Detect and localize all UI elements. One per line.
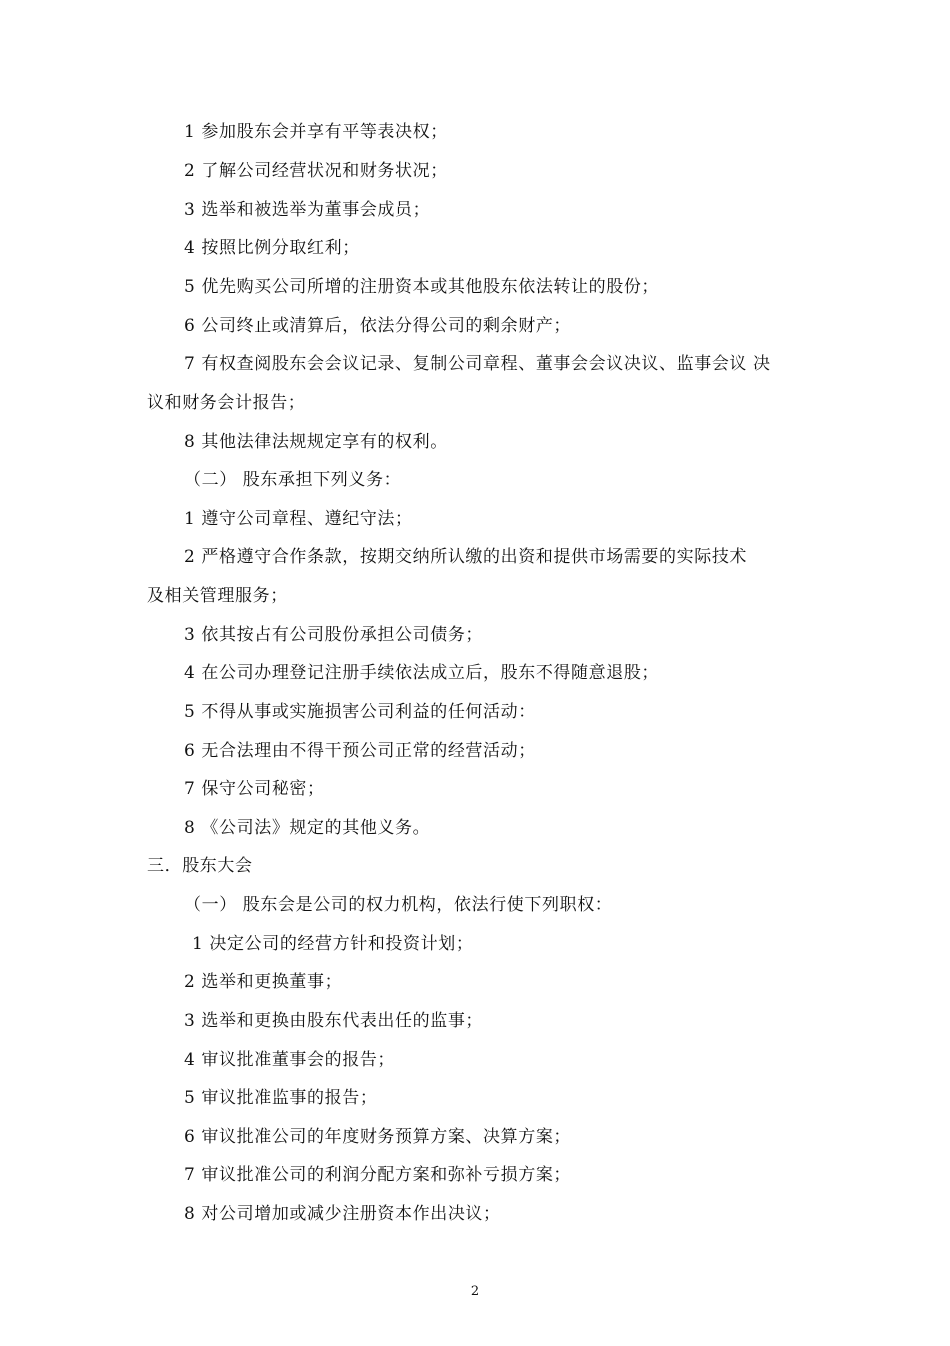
text-line: 6 公司终止或清算后，依法分得公司的剩余财产； [184, 316, 572, 336]
text-line: 1 决定公司的经营方针和投资计划； [192, 934, 474, 954]
text-line: 5 不得从事或实施损害公司利益的任何活动： [184, 702, 536, 722]
text-line: 7 审议批准公司的利润分配方案和弥补亏损方案； [184, 1165, 572, 1185]
text-line: 1 遵守公司章程、遵纪守法； [184, 509, 413, 529]
text-line: 2 了解公司经营状况和财务状况； [184, 161, 448, 181]
text-line: 4 审议批准董事会的报告； [184, 1050, 396, 1070]
text-line: 4 在公司办理登记注册手续依法成立后，股东不得随意退股； [184, 663, 660, 683]
text-line: 2 严格遵守合作条款，按期交纳所认缴的出资和提供市场需要的实际技术 [184, 547, 748, 567]
section-heading: 三．股东大会 [147, 856, 253, 876]
text-line: 3 选举和被选举为董事会成员； [184, 200, 431, 220]
text-line: 5 审议批准监事的报告； [184, 1088, 378, 1108]
text-line: 7 有权查阅股东会会议记录、复制公司章程、董事会会议决议、监事会议 决 [184, 354, 771, 374]
text-line: 6 审议批准公司的年度财务预算方案、决算方案； [184, 1127, 572, 1147]
text-line: 1 参加股东会并享有平等表决权； [184, 122, 448, 142]
subsection-heading: （二） 股东承担下列义务： [184, 470, 402, 490]
text-line: 6 无合法理由不得干预公司正常的经营活动； [184, 741, 536, 761]
text-line: 3 选举和更换由股东代表出任的监事； [184, 1011, 484, 1031]
text-line: 4 按照比例分取红利； [184, 238, 360, 258]
text-line: 8 其他法律法规规定享有的权利。 [184, 432, 448, 452]
text-line: 7 保守公司秘密； [184, 779, 325, 799]
page-number: 2 [470, 1284, 480, 1299]
text-line: 议和财务会计报告； [147, 393, 306, 413]
text-line: 8 《公司法》规定的其他义务。 [184, 818, 431, 838]
text-line: 2 选举和更换董事； [184, 972, 343, 992]
text-line: 及相关管理服务； [147, 586, 288, 606]
text-line: 5 优先购买公司所增的注册资本或其他股东依法转让的股份； [184, 277, 660, 297]
text-line: 3 依其按占有公司股份承担公司债务； [184, 625, 484, 645]
text-line: 8 对公司增加或减少注册资本作出决议； [184, 1204, 501, 1224]
subsection-heading: （一） 股东会是公司的权力机构，依法行使下列职权： [184, 895, 613, 915]
